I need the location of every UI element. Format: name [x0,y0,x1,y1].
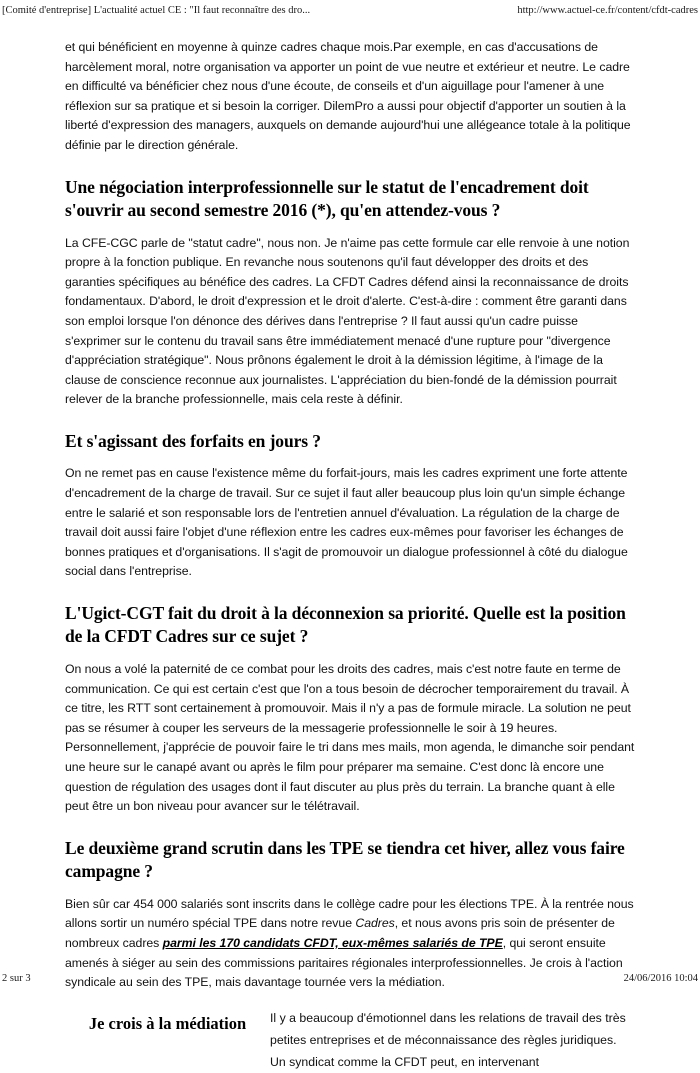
spacer [65,582,635,602]
section-heading-tpe: Le deuxième grand scrutin dans les TPE se tiendra cet hiver, allez vous faire campagne ? [65,837,625,882]
print-header-url: http://www.actuel-ce.fr/content/cfdt-cadres [517,5,698,16]
spacer [65,410,635,430]
spacer [65,223,635,234]
print-header [0,0,700,22]
section-paragraph-deconnexion: On nous a volé la paternité de ce combat pour les droits des cadres, mais c'est notre faute en terme de communication. Ce qui est certain c'est que l'on a tous besoin de décrocher temporairement du travail. À ce titre, les RTT sont certainement à promouvoir. Mais il n'y a pas de formule miracle. La solution ne peut pas se résumer à couper les serveurs de la messagerie professionnelle le soir à 19 heures. Personnellement, j'apprécie de pouvoir faire le tri dans mes mails, mon agenda, le dimanche soir pendant une heure sur le canapé avant ou après le film pour préparer ma semaine. C'est donc là encore une question de régulation des usages dont il faut discuter au plus près du terrain. La branche quant à elle peut être un bon niveau pour avancer sur le télétravail. [65,661,635,814]
spacer [65,156,635,176]
intro-paragraph: et qui bénéficient en moyenne à quinze cadres chaque mois.Par exemple, en cas d'accusations de harcèlement moral, notre organisation va apporter un point de vue neutre et extérieur et neutre. Le cadre en difficulté va bénéficier chez nous d'une écoute, de conseils et d'un aiguillage pour l'amener à une réflexion sur sa pratique et si besoin la corriger. DilemPro a aussi pour objectif d'apporter un soutien à la liberté d'expression des managers, auxquels on demande aujourd'hui une allégeance totale à la politique définie par le direction générale. [65,40,631,152]
print-header-page-title: [Comité d'entreprise] L'actualité actuel CE : "Il faut reconnaître des dro... [2,5,311,16]
section-heading-forfaits: Et s'agissant des forfaits en jours ? [65,430,321,451]
spacer [65,649,635,660]
pull-quote-body-paragraph: Il y a beaucoup d'émotionnel dans les relations de travail des très petites entreprises et de méconnaissance des règles juridiques. Un syndicat comme la CFDT peut, en intervenant [270,1010,626,1069]
spacer [65,817,635,837]
section-paragraph-forfaits: On ne remet pas en cause l'existence même du forfait-jours, mais les cadres expriment une forte attente d'encadrement de la charge de travail. Sur ce sujet il faut aller beaucoup plus loin qu'un simple échange entre le salarié et son responsable lors de l'entretien annuel d'évaluation. La régulation de la charge de travail doit aussi faire l'objet d'une réflexion entre les cadres eux-mêmes pour favoriser les échanges de bonnes pratiques et d'organisations. Il s'agit de promouvoir un dialogue professionnel à côté du dialogue social dans l'entreprise. [65,466,628,579]
tpe-text-part1: Bien sûr car 454 000 salariés sont inscrits dans le collège cadre pour les élections TPE. À la rentrée nous allons sortir un numéro spécial TPE dans notre revue [65,896,634,931]
revue-title-cadres: Cadres [355,916,395,931]
section-heading-deconnexion: L'Ugict-CGT fait du droit à la déconnexion sa priorité. Quelle est la position de la CFDT Cadres sur ce sujet ? [65,602,626,647]
pull-quote-text: Je crois à la médiation [88,1013,247,1033]
candidats-cfdt-link[interactable]: parmi les 170 candidats CFDT, eux-mêmes salariés de TPE [162,935,503,950]
spacer [65,993,635,1007]
spacer [65,884,635,895]
section-paragraph-negociation: La CFE-CGC parle de "statut cadre", nous non. Je n'aime pas cette formule car elle renvoie à une notion propre à la fonction publique. En revanche nous soutenons qu'il faut développer des droits et des garanties spécifiques au bénéfice des cadres. La CFDT Cadres défend ainsi la reconnaissance de droits fondamentaux. D'abord, le droit d'expression et le droit d'alerte. C'est-à-dire : comment être garanti dans son emploi lorsque l'on dénonce des dérives dans l'entreprise ? Il faut aussi qu'un cadre puisse s'exprimer sur le contenu du travail sans être immédiatement menacé d'une rupture pour "divergence d'appréciation stratégique". Nous prônons également le droit à la démission légitime, à l'image de la clause de conscience reconnue aux journalistes. L'appréciation du bien-fondé de la démission pourrait relever de la branche professionnelle, mais cela reste à définir. [65,235,630,407]
pull-quote-block [65,1007,635,1073]
article-body [65,38,635,1073]
print-footer [0,968,700,986]
print-footer-page-indicator: 2 sur 3 [2,973,31,984]
spacer [65,453,635,464]
section-heading-negociation: Une négociation interprofessionnelle sur le statut de l'encadrement doit s'ouvrir au second semestre 2016 (*), qu'en attendez-vous ? [65,176,589,221]
tpe-text-part3: , qui seront ensuite amenés à siéger au sein des commissions paritaires régionales interprofessionnelles. Je crois à l'action syndicale au sein des TPE, mais davantage tournée vers la médiation. [65,935,623,990]
print-footer-timestamp: 24/06/2016 10:04 [623,973,698,984]
tpe-text-part2: , et nous avons pris soin de présenter de nombreux cadres [65,916,615,950]
